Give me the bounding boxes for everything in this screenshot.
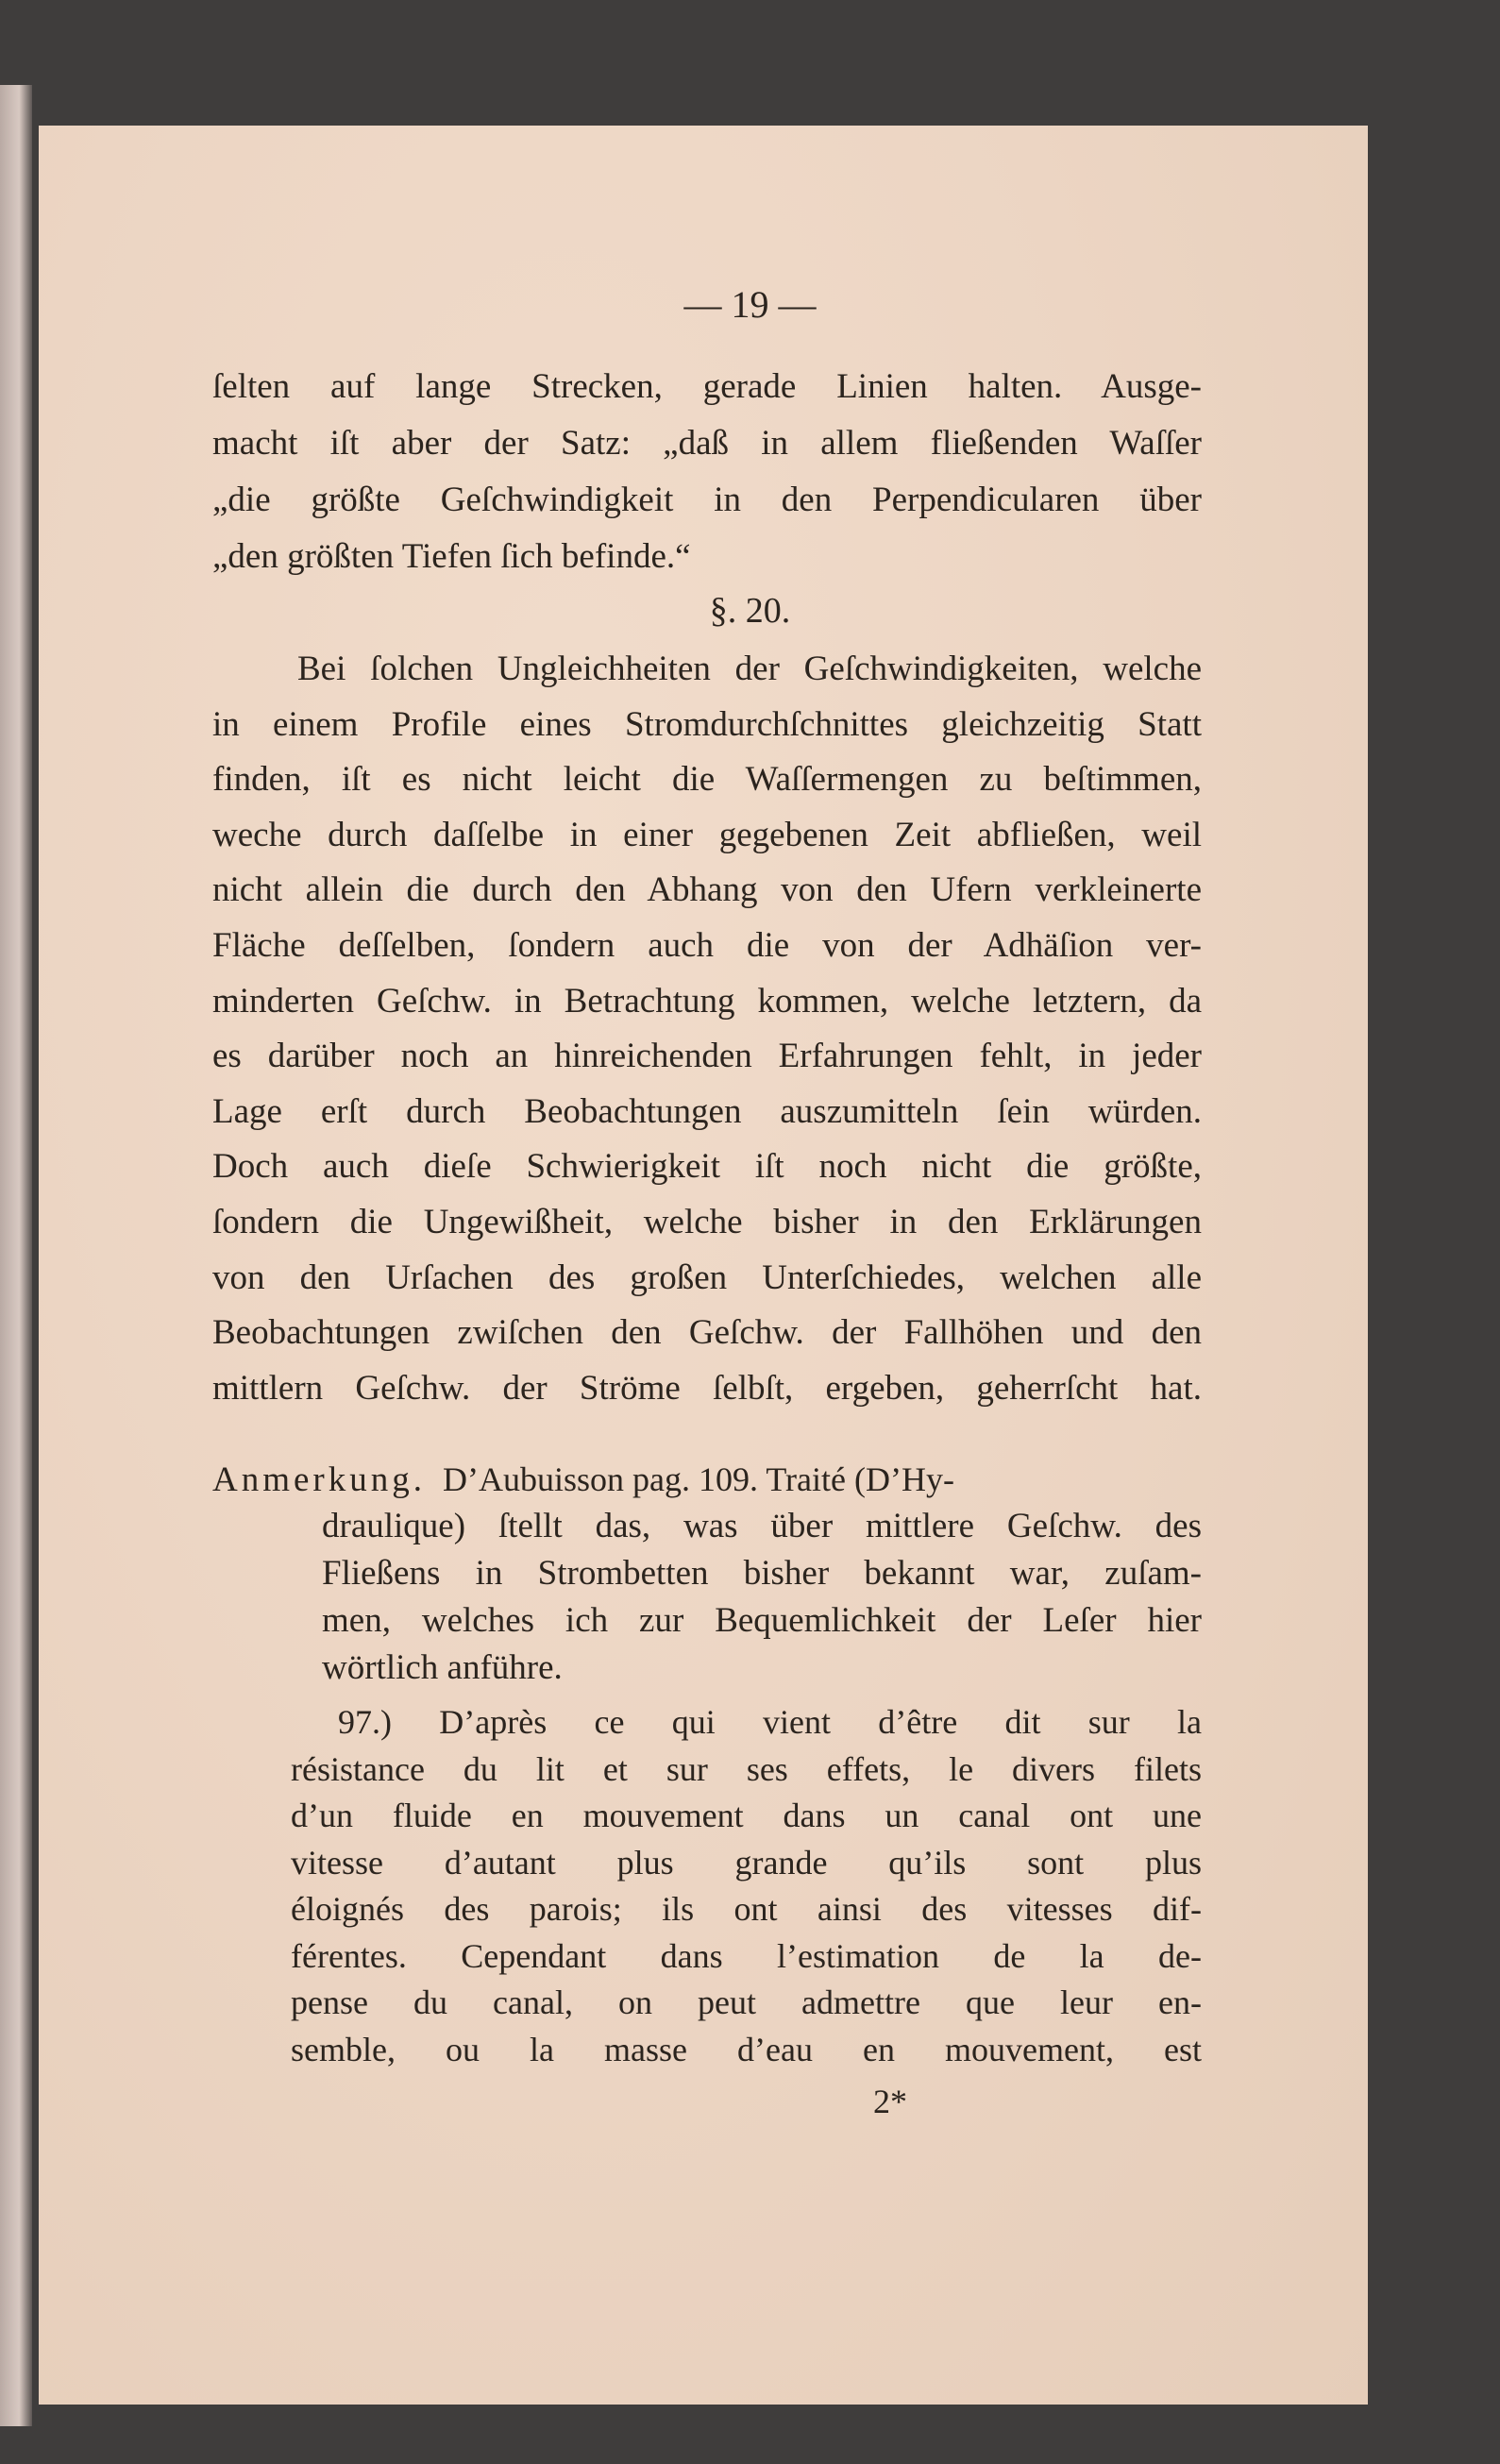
text-line: éloignés des parois; ils ont ainsi des vitesses dif- — [291, 1890, 1202, 1928]
previous-page-edge — [0, 85, 32, 2426]
text-line: Fließens in Strombetten bisher bekannt war, zuſam- — [322, 1554, 1202, 1593]
text-line: 97.) D’après ce qui vient d’être dit sur la — [338, 1703, 1202, 1741]
text-line: ſelten auf lange Strecken, gerade Linien halten. Ausge- — [212, 367, 1202, 406]
text-line: es darüber noch an hinreichenden Erfahrungen fehlt, in jeder — [212, 1037, 1202, 1076]
text-line: weche durch daſſelbe in einer gegebenen Zeit abfließen, weil — [212, 815, 1202, 854]
note-first-rest: D’Aubuisson pag. 109. Traité (D’Hy- — [443, 1460, 954, 1498]
text-line: pense du canal, on peut admettre que leur en- — [291, 1983, 1202, 2021]
text-line: von den Urſachen des großen Unterſchiedes, welchen alle — [212, 1257, 1202, 1297]
text-line: men, welches ich zur Bequemlichkeit der Leſer hier — [322, 1601, 1202, 1640]
text-line: vitesse d’autant plus grande qu’ils sont plus — [291, 1843, 1202, 1882]
text-line: finden, iſt es nicht leicht die Waſſermengen zu beſtimmen, — [212, 760, 1202, 800]
note-label: Anmerkung. — [212, 1460, 426, 1499]
signature-mark: 2* — [873, 2083, 907, 2120]
text-line: wörtlich anführe. — [322, 1648, 563, 1687]
text-line: ſondern die Ungewißheit, welche bisher in den Erklärungen — [212, 1203, 1202, 1241]
text-line: draulique) ſtellt das, was über mittlere Geſchw. des — [322, 1507, 1202, 1545]
text-line: „den größten Tiefen ſich befinde.“ — [212, 537, 691, 576]
text-line: Bei ſolchen Ungleichheiten der Geſchwindigkeiten, welche — [297, 650, 1202, 688]
text-line: minderten Geſchw. in Betrachtung kommen, welche letztern, da — [212, 981, 1202, 1021]
text-line: Doch auch dieſe Schwierigkeit iſt noch nicht die größte, — [212, 1147, 1202, 1187]
text-line: résistance du lit et sur ses effets, le divers filets — [291, 1749, 1202, 1788]
text-line: macht iſt aber der Satz: „daß in allem fließenden Waſſer — [212, 424, 1202, 463]
page-number-header: — 19 — — [683, 283, 817, 326]
text-line: semble, ou la masse d’eau en mouvement, est — [291, 2030, 1202, 2068]
text-line: Lage erſt durch Beobachtungen auszumitteln ſein würden. — [212, 1091, 1202, 1131]
text-line: Fläche deſſelben, ſondern auch die von der Adhäſion ver- — [212, 926, 1202, 965]
section-heading: §. 20. — [709, 591, 791, 631]
note-first-line — [212, 1456, 954, 1503]
text-line: férentes. Cependant dans l’estimation de la de- — [291, 1936, 1202, 1975]
text-line: Beobachtungen zwiſchen den Geſchw. der Fallhöhen und den — [212, 1313, 1202, 1353]
text-line: mittlern Geſchw. der Ströme ſelbſt, ergeben, geherrſcht hat. — [212, 1368, 1202, 1408]
text-line: nicht allein die durch den Abhang von den Ufern verkleinerte — [212, 870, 1202, 910]
text-line: d’un fluide en mouvement dans un canal ont une — [291, 1797, 1202, 1834]
text-line: „die größte Geſchwindigkeit in den Perpendicularen über — [212, 481, 1202, 519]
text-line: in einem Profile eines Stromdurchſchnittes gleichzeitig Statt — [212, 704, 1202, 744]
